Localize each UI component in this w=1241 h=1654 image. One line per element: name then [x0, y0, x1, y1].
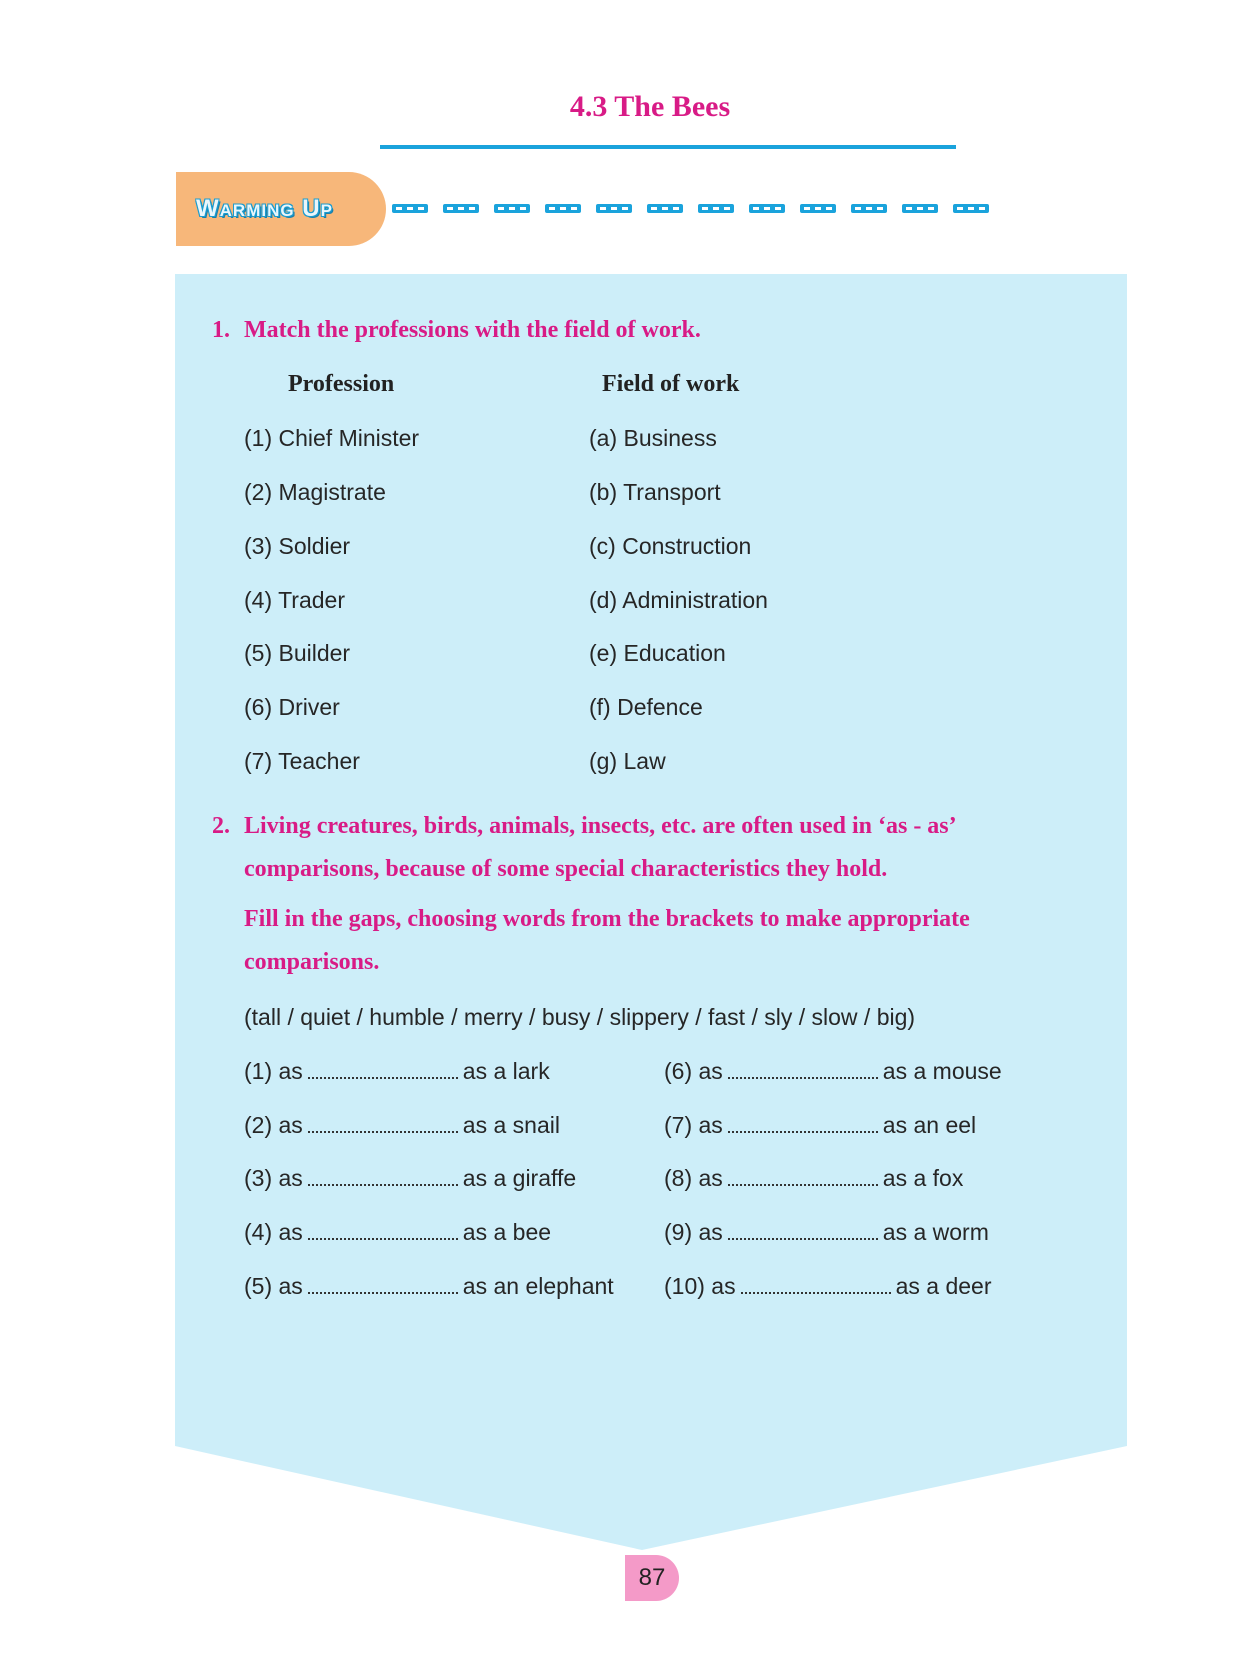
blank-gap[interactable] [728, 1220, 878, 1240]
section-title: 4.3 The Bees [569, 90, 731, 123]
dash-segment-highlight [622, 207, 628, 210]
gap-item: (7) as as an eel [664, 1112, 977, 1138]
gap-item: (5) as as an elephant [244, 1273, 614, 1299]
dash-segment-highlight [753, 207, 759, 210]
dash-segment-highlight [447, 207, 453, 210]
gap-item: (4) as as a bee [244, 1219, 552, 1245]
dash-segment-highlight [775, 207, 781, 210]
gap-item: (6) as as a mouse [664, 1058, 1002, 1084]
blank-gap[interactable] [728, 1166, 878, 1186]
blank-gap[interactable] [308, 1220, 458, 1240]
dash-segment-highlight [520, 207, 526, 210]
dash-segment-highlight [877, 207, 883, 210]
profession-item: (7) Teacher [244, 748, 360, 774]
dash-segment-highlight [713, 207, 719, 210]
dash-segment-highlight [458, 207, 464, 210]
dash-segment-highlight [764, 207, 770, 210]
warming-up-label: Warming Up [196, 195, 333, 222]
dash-segment-highlight [855, 207, 861, 210]
dash-segment-highlight [957, 207, 963, 210]
column-header-field: Field of work [602, 371, 740, 397]
field-item: (c) Construction [589, 533, 752, 559]
dash-segment-highlight [815, 207, 821, 210]
dash-segment-highlight [968, 207, 974, 210]
profession-item: (1) Chief Minister [244, 425, 420, 451]
dash-segment-highlight [906, 207, 912, 210]
dash-segment-highlight [418, 207, 424, 210]
dash-segment-highlight [804, 207, 810, 210]
dash-segment-highlight [673, 207, 679, 210]
field-item: (d) Administration [589, 587, 768, 613]
title-underline [380, 145, 956, 149]
dash-segment-highlight [498, 207, 504, 210]
dash-segment-highlight [611, 207, 617, 210]
question-2-line-1: Living creatures, birds, animals, insects, etc. are often used in ‘as - as’ [244, 813, 957, 839]
question-1 [212, 309, 701, 352]
field-item: (a) Business [589, 425, 717, 451]
dash-segment-highlight [509, 207, 515, 210]
field-item: (b) Transport [589, 479, 721, 505]
dash-segment-highlight [600, 207, 606, 210]
dash-segment-highlight [662, 207, 668, 210]
gap-item: (10) as as a deer [664, 1273, 992, 1299]
dash-segment-highlight [928, 207, 934, 210]
question-2-line-3: Fill in the gaps, choosing words from the brackets to make appropriate [244, 906, 970, 932]
profession-item: (5) Builder [244, 640, 351, 666]
gap-item: (2) as as a snail [244, 1112, 560, 1138]
gap-item: (9) as as a worm [664, 1219, 989, 1245]
question-2-line-4: comparisons. [244, 949, 380, 975]
question-1-text: Match the professions with the field of work. [244, 317, 701, 343]
gap-item: (8) as as a fox [664, 1165, 964, 1191]
word-bank: (tall / quiet / humble / merry / busy / slippery / fast / sly / slow / big) [244, 1004, 916, 1030]
dash-segment-highlight [549, 207, 555, 210]
page-number: 87 [625, 1555, 679, 1601]
dash-segment-highlight [560, 207, 566, 210]
dash-segment-highlight [917, 207, 923, 210]
blank-gap[interactable] [728, 1059, 878, 1079]
dash-segment-highlight [651, 207, 657, 210]
dash-segment-highlight [979, 207, 985, 210]
blank-gap[interactable] [308, 1113, 458, 1133]
dash-segment-highlight [702, 207, 708, 210]
question-2-number: 2. [212, 813, 230, 839]
dash-segment-highlight [571, 207, 577, 210]
blank-gap[interactable] [308, 1166, 458, 1186]
field-item: (g) Law [589, 748, 666, 774]
question-1-number: 1. [212, 317, 230, 343]
question-2-line-2: comparisons, because of some special characteristics they hold. [244, 856, 888, 882]
blank-gap[interactable] [308, 1274, 458, 1294]
dash-segment-highlight [407, 207, 413, 210]
dash-segment-highlight [724, 207, 730, 210]
dash-segment-highlight [826, 207, 832, 210]
column-header-profession: Profession [288, 371, 395, 397]
profession-item: (4) Trader [244, 587, 345, 613]
blank-gap[interactable] [728, 1113, 878, 1133]
question-2 [212, 805, 957, 891]
warming-up-dash-line [392, 202, 992, 216]
gap-item: (3) as as a giraffe [244, 1165, 577, 1191]
field-item: (e) Education [589, 640, 726, 666]
question-2-instruction [244, 898, 970, 984]
warming-up-badge [176, 172, 386, 246]
gap-item: (1) as as a lark [244, 1058, 550, 1084]
field-item: (f) Defence [589, 694, 703, 720]
profession-item: (3) Soldier [244, 533, 351, 559]
profession-item: (2) Magistrate [244, 479, 386, 505]
profession-item: (6) Driver [244, 694, 340, 720]
blank-gap[interactable] [741, 1274, 891, 1294]
dash-segment-highlight [469, 207, 475, 210]
dash-segment-highlight [396, 207, 402, 210]
blank-gap[interactable] [308, 1059, 458, 1079]
dash-segment-highlight [866, 207, 872, 210]
